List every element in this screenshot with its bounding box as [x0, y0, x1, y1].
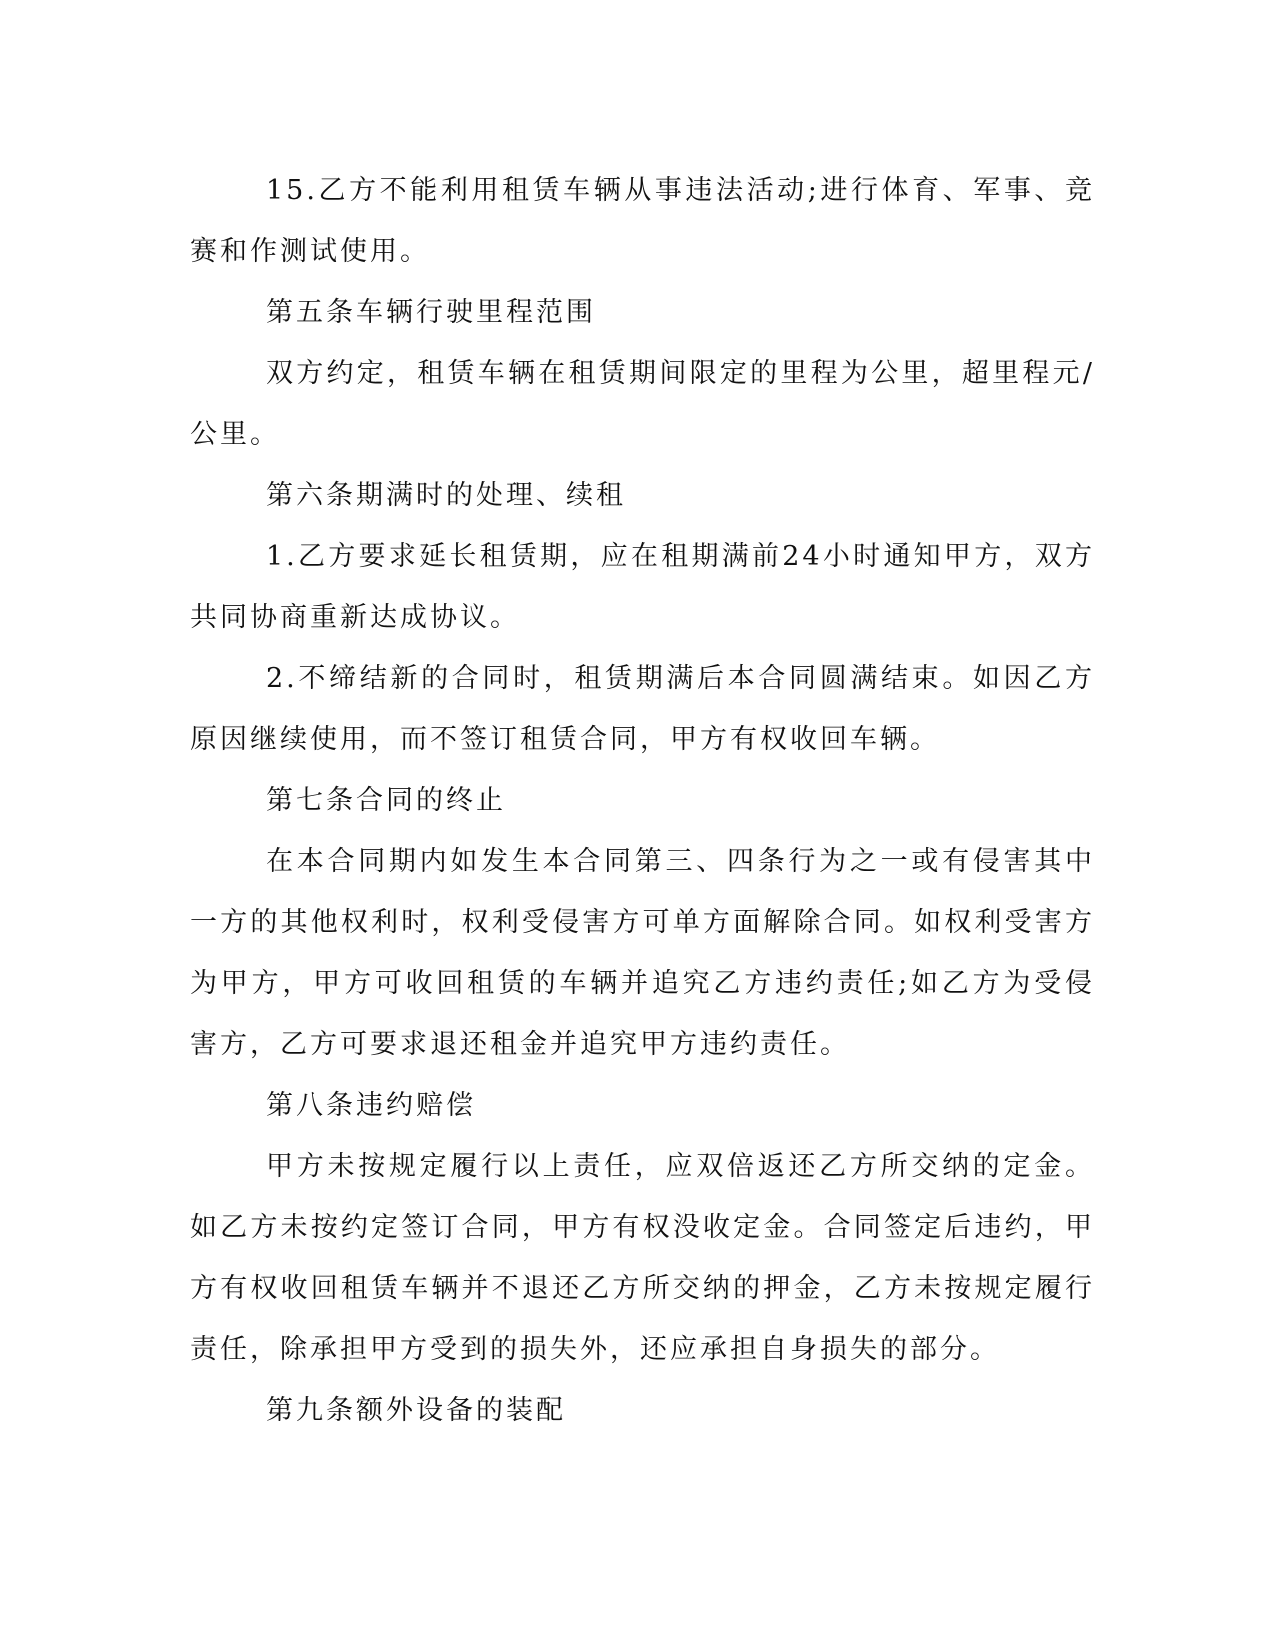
article-5-heading: 第五条车辆行驶里程范围	[266, 297, 596, 328]
article-6-item-2: 2.不缔结新的合同时，租赁期满后本合同圆满结束。如因乙方原因继续使用，而不签订租赁合同，甲方有权收回车辆。	[190, 663, 1095, 755]
clause-15-restrictions: 15.乙方不能利用租赁车辆从事违法活动;进行体育、军事、竞赛和作测试使用。	[190, 175, 1095, 267]
article-8-heading: 第八条违约赔偿	[266, 1090, 476, 1121]
article-6-heading: 第六条期满时的处理、续租	[266, 480, 626, 511]
article-6-item-1: 1.乙方要求延长租赁期，应在租期满前24小时通知甲方，双方共同协商重新达成协议。	[190, 541, 1095, 633]
document-body	[190, 160, 1095, 1441]
article-9-heading: 第九条额外设备的装配	[266, 1395, 566, 1426]
article-7-heading: 第七条合同的终止	[266, 785, 506, 816]
article-8-body: 甲方未按规定履行以上责任，应双倍返还乙方所交纳的定金。如乙方未按约定签订合同，甲方有权没收定金。合同签定后违约，甲方有权收回租赁车辆并不退还乙方所交纳的押金，乙方未按规定履行责任，除承担甲方受到的损失外，还应承担自身损失的部分。	[190, 1151, 1095, 1365]
article-7-body: 在本合同期内如发生本合同第三、四条行为之一或有侵害其中一方的其他权利时，权利受侵害方可单方面解除合同。如权利受害方为甲方，甲方可收回租赁的车辆并追究乙方违约责任;如乙方为受侵害方，乙方可要求退还租金并追究甲方违约责任。	[190, 846, 1095, 1060]
article-5-body: 双方约定，租赁车辆在租赁期间限定的里程为公里，超里程元/公里。	[190, 358, 1095, 450]
